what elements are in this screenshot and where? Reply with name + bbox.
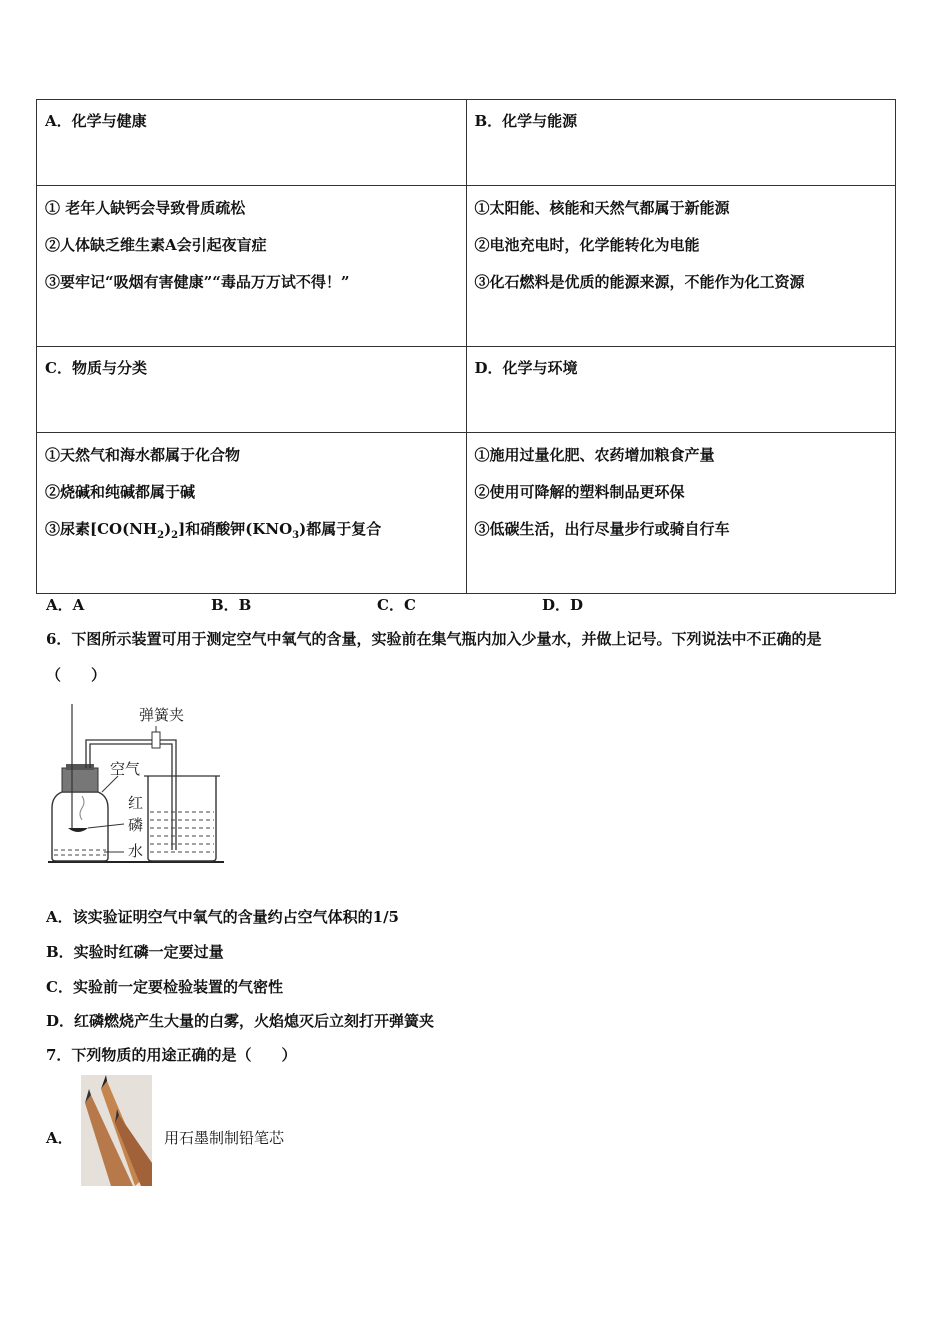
q6-option-a[interactable]: A．该实验证明空气中氧气的含量约占空气体积的1/5 — [46, 908, 399, 926]
pencil-photo — [81, 1075, 152, 1186]
cell-d-body — [466, 433, 896, 594]
q5-option-c[interactable]: C．C — [377, 596, 416, 614]
cell-b-item-1: ①太阳能、核能和天然气都属于新能源 — [474, 199, 730, 217]
q6-option-d[interactable]: D．红磷燃烧产生大量的白雾，火焰熄灭后立刻打开弹簧夹 — [46, 1012, 435, 1030]
cell-c-item-3: ③尿素$[CO(NH_2)_2]$和硝酸钾$(KNO_3)$都属于复合 — [45, 520, 382, 541]
label-phos-1: 红 — [128, 794, 144, 812]
cell-d-item-3: ③低碳生活，出行尽量步行或骑自行车 — [474, 520, 730, 538]
q6-option-b[interactable]: B．实验时红磷一定要过量 — [46, 943, 224, 961]
cell-a-item-2: ②人体缺乏维生素A会引起夜盲症 — [45, 236, 267, 254]
cell-c-body — [37, 433, 467, 594]
label-air: 空气 — [110, 760, 141, 778]
cell-b-body — [466, 186, 896, 347]
cell-a-item-3: ③要牢记“吸烟有害健康”“毒品万万试不得！” — [45, 273, 350, 291]
q5-option-a[interactable]: A．A — [46, 596, 85, 614]
cell-c-heading: C．物质与分类 — [37, 347, 467, 433]
label-clip: 弹簧夹 — [139, 706, 185, 724]
q5-option-d[interactable]: D．D — [542, 596, 584, 614]
cell-b-heading: B．化学与能源 — [466, 100, 896, 186]
cell-d-item-1: ①施用过量化肥、农药增加粮食产量 — [474, 446, 715, 464]
q5-table — [36, 99, 896, 594]
q5-option-b[interactable]: B．B — [211, 596, 252, 614]
cell-b-item-3: ③化石燃料是优质的能源来源，不能作为化工资源 — [474, 273, 805, 291]
q6-stem: 6．下图所示装置可用于测定空气中氧气的含量，实验前在集气瓶内加入少量水，并做上记号。下列说法中不正确的是 — [46, 630, 822, 648]
cell-a-item-1: ① 老年人缺钙会导致骨质疏松 — [45, 199, 246, 217]
cell-a-body — [37, 186, 467, 347]
label-phos-2: 磷 — [128, 816, 144, 834]
cell-d-item-2: ②使用可降解的塑料制品更环保 — [474, 483, 685, 501]
q7-stem: 7．下列物质的用途正确的是（ ） — [46, 1046, 297, 1064]
cell-c-item-2: ②烧碱和纯碱都属于碱 — [45, 483, 196, 501]
cell-c-item-1: ①天然气和海水都属于化合物 — [45, 446, 241, 464]
q7-option-a-text: 用石墨制制铅笔芯 — [164, 1129, 285, 1147]
q6-option-c[interactable]: C．实验前一定要检验装置的气密性 — [46, 978, 283, 996]
label-water: 水 — [128, 842, 144, 860]
q6-paren: （ ） — [46, 666, 107, 684]
cell-b-item-2: ②电池充电时，化学能转化为电能 — [474, 236, 700, 254]
q7-option-a-label[interactable]: A． — [46, 1129, 73, 1147]
experiment-apparatus-figure — [44, 700, 229, 870]
cell-d-heading: D．化学与环境 — [466, 347, 896, 433]
cell-a-heading: A．化学与健康 — [37, 100, 467, 186]
